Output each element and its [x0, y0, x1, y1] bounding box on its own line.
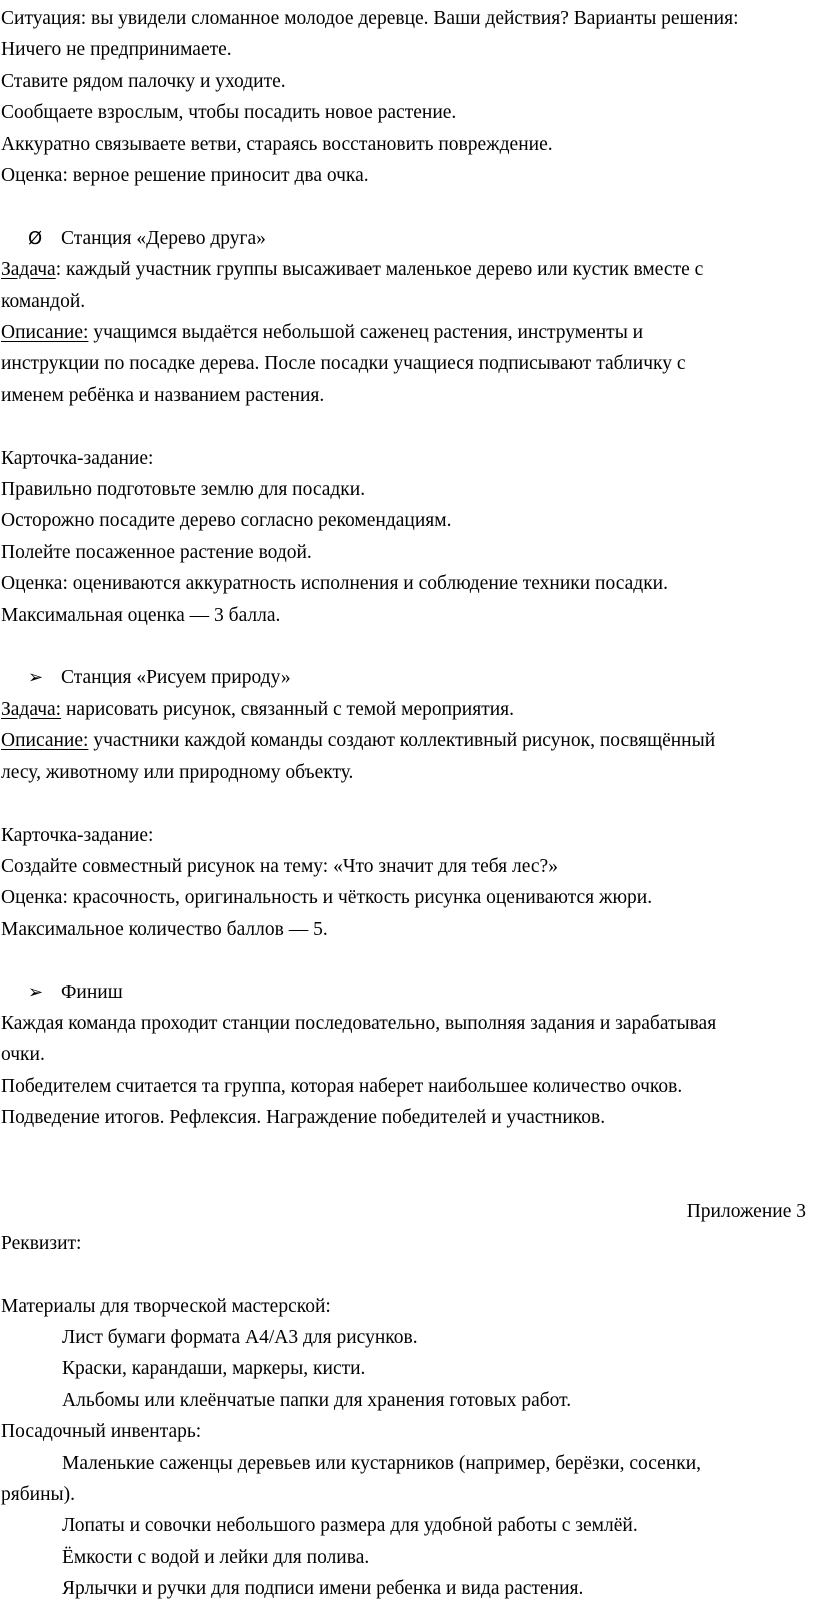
situation-option: Сообщаете взрослым, чтобы посадить новое растение. — [1, 102, 457, 124]
card-item: Оценка: красочность, оригинальность и чёткость рисунка оцениваются жюри. — [1, 887, 653, 909]
planting-item: Ярлычки и ручки для подписи имени ребенка и вида растения. — [62, 1578, 584, 1600]
arrowhead-bullet-icon: ➢ — [28, 981, 44, 1003]
situation-option: Ничего не предпринимаете. — [1, 39, 232, 61]
task-text: : каждый участник группы высаживает маленькое дерево или кустик вместе с — [55, 259, 704, 281]
document-page — [0, 3, 812, 1605]
props-title: Реквизит: — [1, 1232, 82, 1254]
station-tree-heading — [0, 223, 812, 254]
description-text: учащимся выдаётся небольшой саженец растения, инструменты и — [88, 322, 644, 344]
arrowhead-bullet-icon: ➢ — [28, 667, 44, 689]
station-draw-title: Станция «Рисуем природу» — [61, 667, 291, 689]
station-draw-task — [0, 694, 812, 725]
description-text: участники каждой команды создают коллективный рисунок, посвящённый — [88, 730, 716, 752]
spacer — [0, 411, 812, 442]
situation-option: Аккуратно связываете ветви, стараясь восстановить повреждение. — [1, 133, 553, 155]
planting-inventory-title: Посадочный инвентарь: — [1, 1421, 202, 1443]
spacer — [0, 1165, 812, 1196]
station-tree-description-cont: именем ребёнка и названием растения. — [1, 384, 325, 406]
card-item: Осторожно посадите дерево согласно рекомендациям. — [1, 510, 452, 532]
spacer — [0, 945, 812, 976]
card-title: Карточка-задание: — [1, 447, 154, 469]
planting-item: Ёмкости с водой и лейки для полива. — [62, 1546, 370, 1568]
situation-score: Оценка: верное решение приносит два очка. — [1, 165, 369, 187]
spacer — [0, 1259, 812, 1290]
spacer — [0, 788, 812, 819]
task-text: нарисовать рисунок, связанный с темой мероприятия. — [61, 698, 515, 720]
empty-set-bullet-icon: Ø — [28, 227, 43, 249]
planting-item: Маленькие саженцы деревьев или кустарников (например, берёзки, сосенки, — [62, 1452, 702, 1474]
planting-item: Лопаты и совочки небольшого размера для удобной работы с землёй. — [62, 1515, 638, 1537]
finish-text: Победителем считается та группа, которая наберет наибольшее количество очков. — [1, 1075, 683, 1097]
appendix-label: Приложение 3 — [686, 1201, 806, 1223]
description-label: Описание: — [1, 730, 89, 752]
station-tree-description — [0, 317, 812, 348]
situation-option: Ставите рядом палочку и уходите. — [1, 70, 286, 92]
finish-heading — [0, 977, 812, 1008]
situation-intro: Ситуация: вы увидели сломанное молодое деревце. Ваши действия? Варианты решения: — [1, 8, 739, 29]
finish-text: Подведение итогов. Рефлексия. Награждение победителей и участников. — [1, 1107, 606, 1129]
card-item: Полейте посаженное растение водой. — [1, 541, 312, 563]
creative-item: Альбомы или клеёнчатые папки для хранения готовых работ. — [62, 1389, 572, 1411]
creative-item: Лист бумаги формата А4/А3 для рисунков. — [62, 1326, 418, 1348]
station-draw-heading — [0, 662, 812, 693]
station-draw-description — [0, 725, 812, 756]
station-draw-description-cont: лесу, животному или природному объекту. — [1, 761, 354, 783]
card-title: Карточка-задание: — [1, 824, 154, 846]
creative-item: Краски, карандаши, маркеры, кисти. — [62, 1358, 366, 1380]
station-tree-title: Станция «Дерево друга» — [61, 227, 266, 249]
creative-materials-title: Материалы для творческой мастерской: — [1, 1295, 331, 1317]
card-item: Максимальное количество баллов — 5. — [1, 918, 328, 940]
finish-text: Каждая команда проходит станции последовательно, выполняя задания и зарабатывая — [1, 1012, 717, 1034]
description-label: Описание: — [1, 322, 89, 344]
spacer — [0, 631, 812, 662]
station-tree-task — [0, 254, 812, 285]
station-tree-task-cont: командой. — [1, 290, 86, 312]
finish-title: Финиш — [61, 981, 123, 1003]
card-item: Максимальная оценка — 3 балла. — [1, 604, 281, 626]
task-label: Задача — [1, 259, 56, 281]
card-item: Создайте совместный рисунок на тему: «Что значит для тебя лес?» — [1, 855, 558, 877]
card-item: Правильно подготовьте землю для посадки. — [1, 479, 366, 501]
spacer — [0, 191, 812, 222]
spacer — [0, 1134, 812, 1165]
card-item: Оценка: оцениваются аккуратность исполнения и соблюдение техники посадки. — [1, 573, 668, 595]
task-label: Задача: — [1, 698, 62, 720]
station-tree-description-cont: инструкции по посадке дерева. После посадки учащиеся подписывают табличку с — [1, 353, 686, 375]
finish-text-cont: очки. — [1, 1044, 45, 1066]
planting-item-cont: рябины). — [1, 1483, 75, 1505]
